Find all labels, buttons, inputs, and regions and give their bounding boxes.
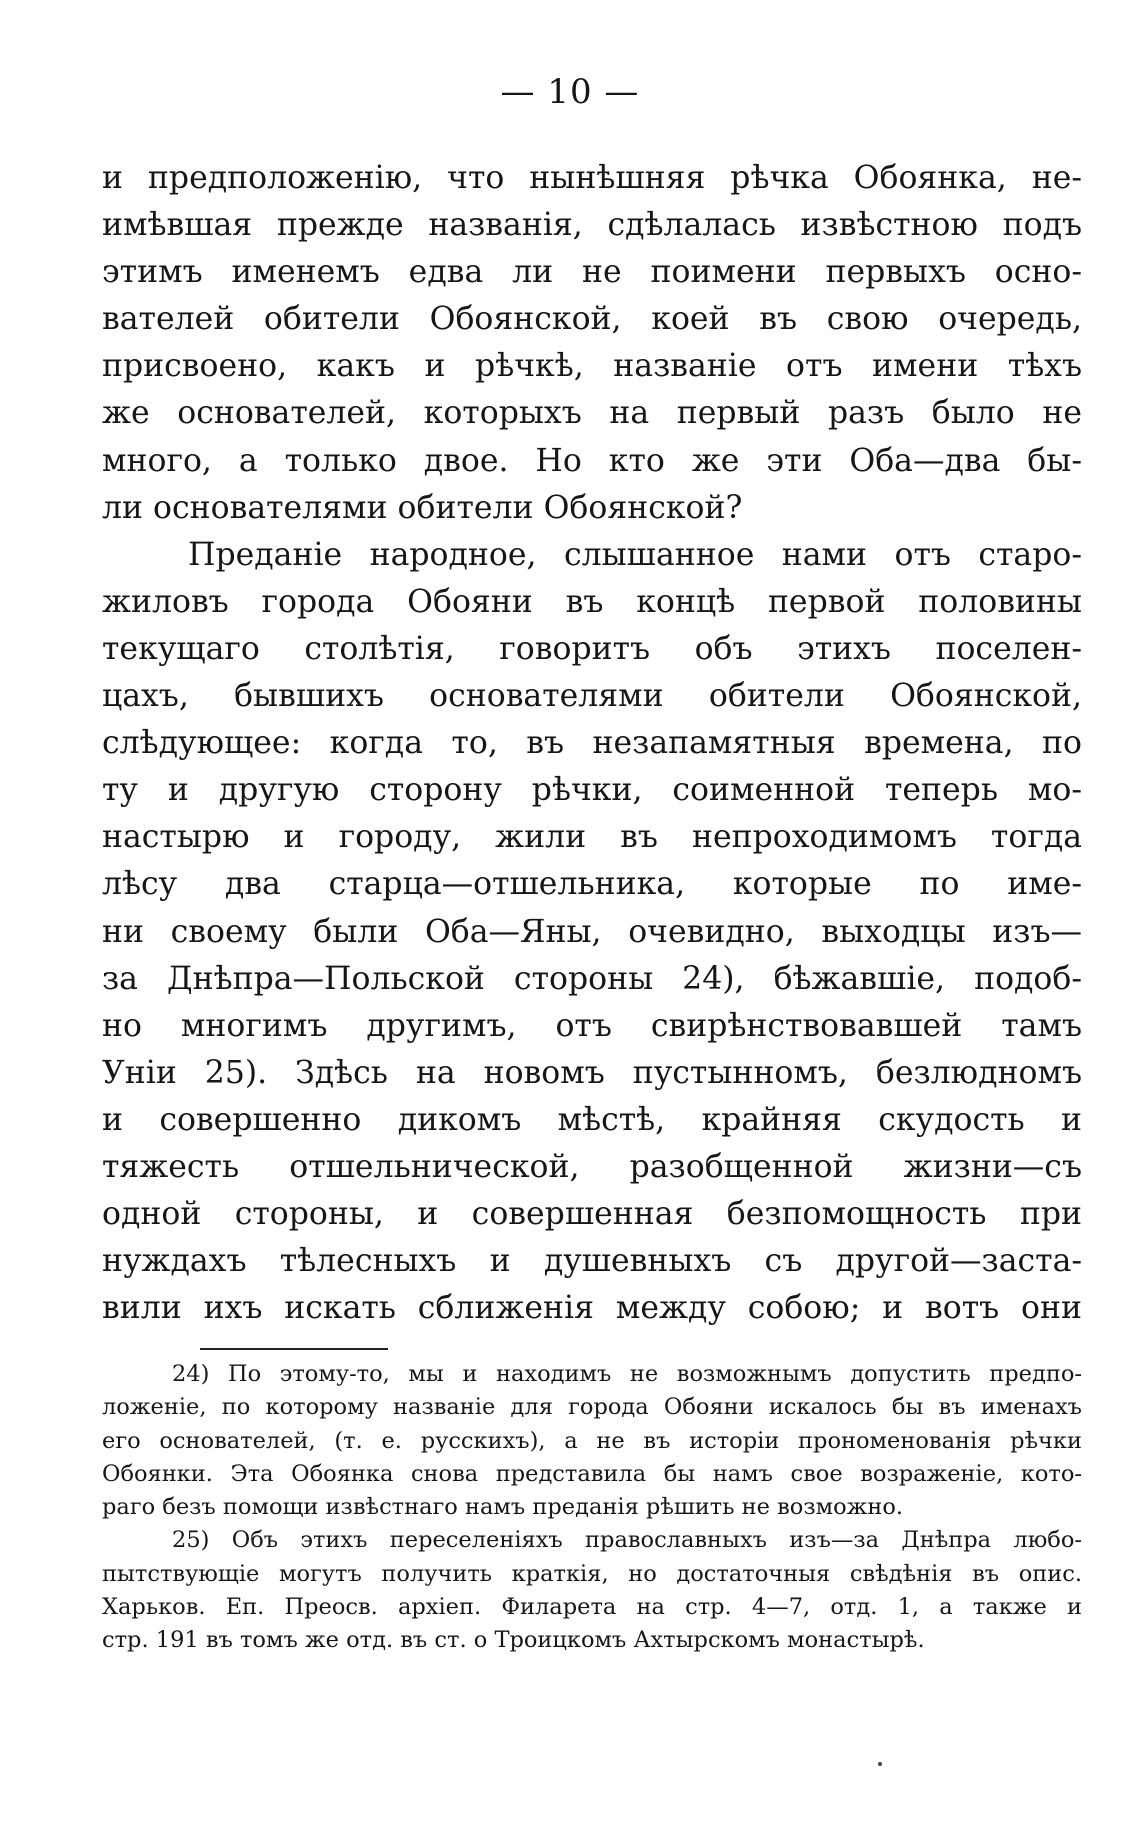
footnote-line: раго безъ помощи извѣстнаго намъ преданія рѣшить не возможно.: [102, 1494, 904, 1521]
text-line: имѣвшая прежде названія, сдѣлалась извѣстною подъ: [102, 207, 1082, 244]
text-line: вили ихъ искать сближенія между собою; и вотъ они: [102, 1290, 1082, 1327]
footnote-line: Обоянки. Эта Обоянка снова представила бы намъ свое возраженіе, кото-: [102, 1460, 1082, 1487]
footnote-line: ложеніе, по которому названіе для города Обояни искалось бы въ именахъ: [102, 1394, 1082, 1421]
text-line: присвоено, какъ и рѣчкѣ, названіе отъ имени тѣхъ: [102, 348, 1082, 385]
text-line: ли основателями обители Обоянской?: [102, 489, 743, 526]
text-line: за Днѣпра—Польской стороны 24), бѣжавшіе, подоб-: [102, 960, 1082, 997]
text-line: этимъ именемъ едва ли не поимени первыхъ осно-: [102, 254, 1082, 291]
footnote-line: пытствующіе могутъ получить краткія, но достаточныя свѣдѣнія въ опис.: [102, 1560, 1082, 1587]
footnote-line: 24) По этому-то, мы и находимъ не возможнымъ допустить предпо-: [172, 1361, 1082, 1387]
text-line: же основателей, которыхъ на первый разъ было не: [102, 395, 1082, 432]
text-line: и совершенно дикомъ мѣстѣ, крайняя скудость и: [102, 1101, 1082, 1138]
text-line: тяжесть отшельнической, разобщенной жизни—съ: [102, 1148, 1082, 1185]
print-speck: [878, 1762, 882, 1766]
text-line: лѣсу два старца—отшельника, которые по име-: [102, 866, 1082, 903]
page-number: — 10 —: [500, 72, 640, 112]
text-line: жиловъ города Обояни въ концѣ первой половины: [102, 583, 1082, 620]
text-line: ни своему были Оба—Яны, очевидно, выходцы изъ—: [102, 913, 1082, 950]
text-line: много, а только двое. Но кто же эти Оба—два бы-: [102, 442, 1082, 479]
footnote-line: его основателей, (т. е. русскихъ), а не въ исторіи прономенованія рѣчки: [102, 1427, 1082, 1454]
text-line: Преданіе народное, слышанное нами отъ старо-: [188, 536, 1082, 573]
main-text: [102, 155, 1082, 1332]
footnotes: [102, 1358, 1082, 1658]
text-line: Уніи 25). Здѣсь на новомъ пустынномъ, безлюдномъ: [102, 1054, 1082, 1091]
footnote-divider: [200, 1348, 388, 1350]
footnote-line: стр. 191 въ томъ же отд. въ ст. о Троицкомъ Ахтырскомъ монастырѣ.: [102, 1627, 925, 1654]
text-line: текущаго столѣтія, говоритъ объ этихъ поселен-: [102, 630, 1082, 667]
footnote-line: 25) Объ этихъ переселеніяхъ православныхъ изъ—за Днѣпра любо-: [172, 1527, 1082, 1554]
text-line: вателей обители Обоянской, коей въ свою очередь,: [102, 301, 1082, 338]
text-line: ту и другую сторону рѣчки, соименной теперь мо-: [102, 772, 1082, 809]
text-line: слѣдующее: когда то, въ незапамятныя времена, по: [102, 725, 1082, 762]
footnote-line: Харьков. Еп. Преосв. архіеп. Филарета на стр. 4—7, отд. 1, а также и: [102, 1594, 1082, 1621]
text-line: одной стороны, и совершенная безпомощность при: [102, 1196, 1082, 1233]
text-line: цахъ, бывшихъ основателями обители Обоянской,: [102, 678, 1082, 715]
text-line: нуждахъ тѣлесныхъ и душевныхъ съ другой—заста-: [102, 1243, 1082, 1280]
text-line: настырю и городу, жили въ непроходимомъ тогда: [102, 819, 1082, 856]
text-line: и предположенію, что нынѣшняя рѣчка Обоянка, не-: [102, 160, 1082, 196]
text-line: но многимъ другимъ, отъ свирѣнствовавшей тамъ: [102, 1007, 1082, 1044]
